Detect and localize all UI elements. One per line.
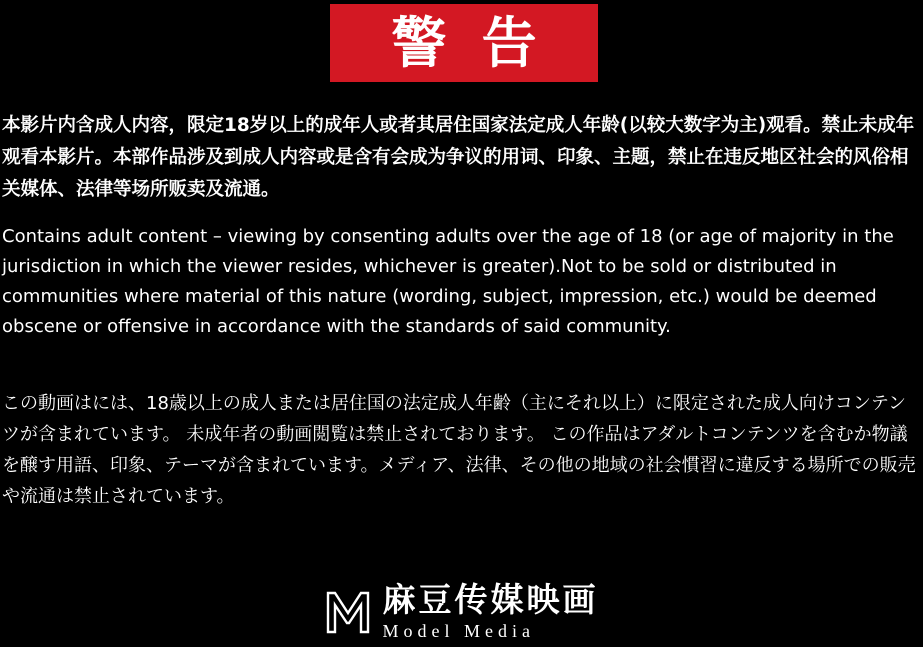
warning-banner-label: 警 告	[391, 10, 545, 75]
brand-name-cn: 麻豆传媒映画	[382, 579, 599, 619]
brand-logo-text	[382, 579, 599, 641]
brand-name-en: Model Media	[382, 620, 535, 641]
m-logo-icon	[325, 587, 371, 635]
notice-text-english: Contains adult content – viewing by consenting adults over the age of 18 (or age of majority in the jurisdiction in which the viewer resides, whichever is greater).Not to be sold or distributed in communities where material of this nature (wording, subject, impression, etc.) would be deemed obscene or offensive in accordance with the standards of said community.	[2, 226, 894, 337]
notice-text-japanese: この動画はには、18歳以上の成人または居住国の法定成人年齢（主にそれ以上）に限定された成人向けコンテンツが含まれています。 未成年者の動画閲覧は禁止されております。 この作品はアダルトコンテンツを含むか物議を醸す用語、印象、テーマが含まれています。メディア、法律、その他の地域の社会慣習に違反する場所での販売や流通は禁止されています。	[2, 393, 916, 507]
warning-banner	[330, 4, 598, 82]
notice-text-chinese: 本影片内含成人内容，限定18岁以上的成年人或者其居住国家法定成人年龄(以较大数字为主)观看。禁止未成年观看本影片。本部作品涉及到成人内容或是含有会成为争议的用词、印象、主题，禁止在违反地区社会的风俗相关媒体、法律等场所贩卖及流通。	[2, 115, 915, 200]
brand-logo	[0, 580, 923, 642]
